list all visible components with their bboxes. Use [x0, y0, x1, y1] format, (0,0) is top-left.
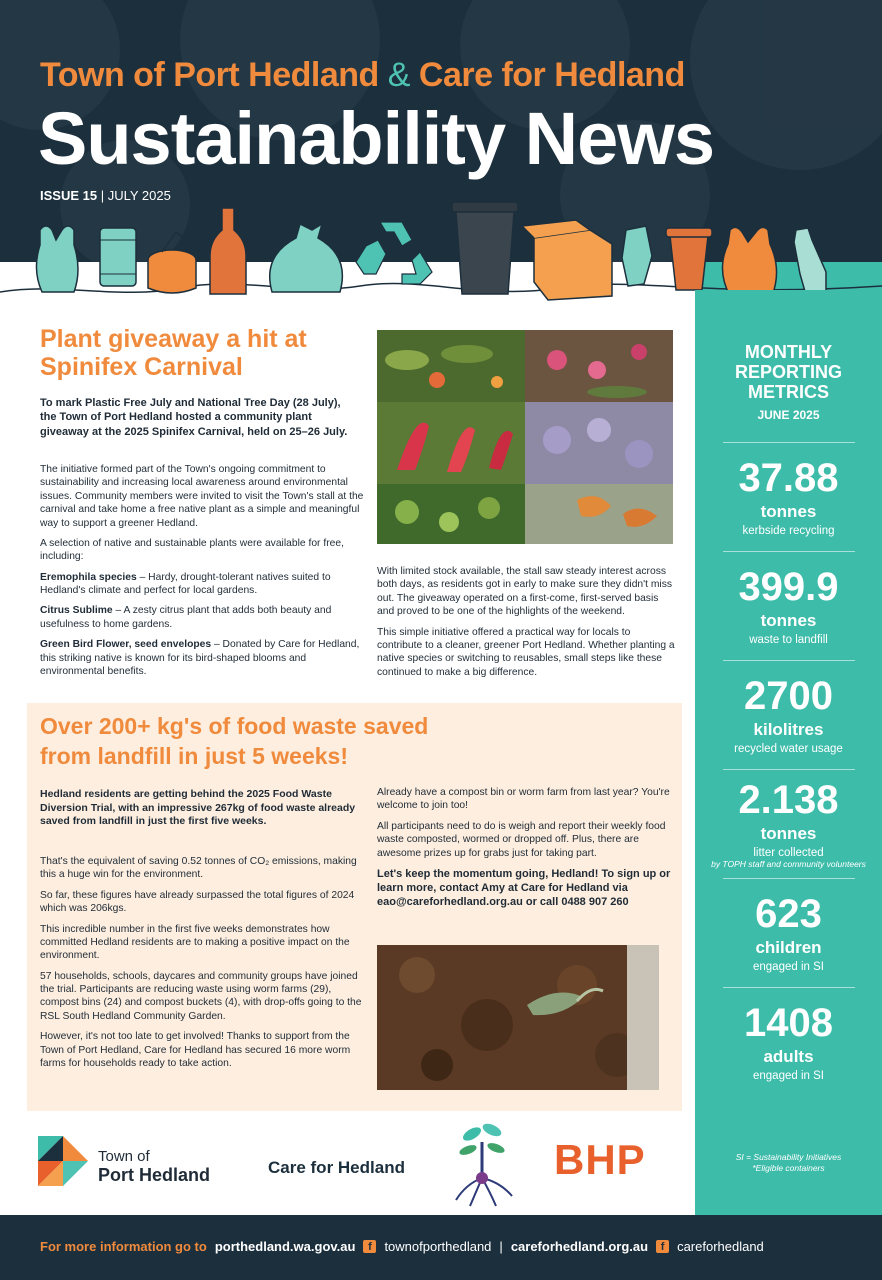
facebook-icon: f [656, 1240, 669, 1253]
care-website-link[interactable]: careforhedland.org.au [510, 1239, 649, 1254]
paragraph: 57 households, schools, daycares and community groups have joined the trial. Participants are reducing waste using worm farms (29), compost bins (24) and compost buckets (4), with drop-offs going to the RSL South Hedland Community Garden. [40, 970, 362, 1022]
tin-can-icon [100, 228, 136, 286]
ampersand: & [387, 56, 410, 94]
food-waste-body-continued [377, 786, 677, 917]
care-for-hedland-logo [268, 1122, 528, 1208]
metric-description: recycled water usage [734, 742, 843, 755]
food-waste-headline [40, 712, 640, 772]
plant-description: – Hardy, drought-tolerant natives suited to Hedland's climate and perfect for local gardens. [40, 571, 331, 596]
footer-links [40, 1239, 764, 1254]
metric-description: engaged in SI [753, 960, 824, 973]
metric-kerbside-recycling [695, 443, 882, 551]
masthead-organisations [40, 56, 685, 95]
issue-date: JULY 2025 [107, 188, 171, 203]
paragraph: With limited stock available, the stall saw steady interest across both days, as residents got in early to make sure they didn't miss out. The giveaway operated on a first-come, first-served basis and proved to be one of the highlights of the weekend. [377, 566, 672, 618]
plant-item [40, 604, 365, 631]
paragraph: So far, these figures have already surpassed the total figures of 2024 which was 206kgs. [40, 889, 355, 915]
plant-item [40, 571, 365, 598]
native-plants-photo-collage [377, 330, 673, 544]
metric-unit: children [755, 937, 822, 957]
masthead-title: Sustainability News [38, 97, 714, 180]
rubbish-bag-icon [270, 224, 343, 292]
metric-description: engaged in SI [753, 1069, 824, 1082]
metric-unit: adults [763, 1046, 814, 1066]
metric-value: 2.138 [738, 777, 839, 822]
metrics-footnote [695, 1152, 882, 1174]
plant-description: – Donated by Care for Hedland, this striking native is known for its bird-shaped blooms and environmental benefits. [40, 639, 360, 677]
tph-line1: Town of [98, 1148, 150, 1165]
eligible-containers-note: *Eligible containers [752, 1163, 825, 1174]
paragraph: A selection of native and sustainable plants were available for free, including: [40, 537, 344, 563]
plant-giveaway-body [40, 463, 365, 685]
metric-waste-to-landfill [695, 552, 882, 660]
glass-bottle-icon [210, 208, 246, 294]
shopping-bag-icon [722, 227, 776, 296]
paragraph: This incredible number in the first five weeks demonstrates how committed Hedland residents are to making a positive impact on the environment. [40, 923, 350, 962]
plastic-bag-icon [36, 226, 78, 292]
plant-item [40, 638, 365, 678]
call-to-action: Let's keep the momentum going, Hedland! To sign up or learn more, contact Amy at Care for Hedland via eao@careforhedland.org.au or call 0488 907 260 [377, 867, 671, 909]
plant-name: Citrus Sublime [40, 605, 113, 617]
tph-line2: Port Hedland [98, 1164, 211, 1185]
metric-recycled-water [695, 661, 882, 769]
cfh-wordmark: Care for Hedland [268, 1158, 405, 1177]
paragraph: This simple initiative offered a practical way for locals to contribute to a cleaner, greener Port Hedland. Whether planting a native species or switching to reusables, small steps like these continued to make a big difference. [377, 626, 675, 678]
footer [0, 1215, 882, 1280]
plant-name: Green Bird Flower, seed envelopes [40, 639, 212, 651]
paragraph: That's the equivalent of saving 0.52 tonnes of CO₂ emissions, making this a huge win for the environment. [40, 856, 357, 881]
org-care: Care for Hedland [418, 56, 685, 94]
metric-description: kerbside recycling [742, 524, 835, 537]
monthly-metrics-panel [695, 290, 882, 1215]
plant-giveaway-lead: To mark Plastic Free July and National Tree Day (28 July), the Town of Port Hedland hosted a community plant giveaway at the 2025 Spinifex Carnival, held on 25–26 July. [40, 397, 348, 438]
org-town: Town of Port Hedland [40, 56, 379, 94]
metric-description: litter collected [753, 846, 824, 859]
metric-value: 399.9 [738, 564, 839, 609]
care-facebook-link[interactable]: careforhedland [677, 1239, 764, 1254]
issue-number: ISSUE 15 [40, 188, 98, 203]
paragraph: However, it's not too late to get involved! Thanks to support from the Town of Port Hedland, Care for Hedland has secured 16 more worm farms for households ready to take action. [40, 1031, 351, 1069]
wheelie-bin-icon [452, 202, 518, 294]
metric-note: by TOPH staff and community volunteers [711, 858, 866, 869]
metric-value: 1408 [744, 1000, 833, 1045]
metrics-title: MONTHLY REPORTING METRICS [734, 342, 842, 403]
metrics-date: JUNE 2025 [757, 408, 820, 423]
issue-line: ISSUE 15 | JULY 2025 [40, 188, 171, 203]
metric-litter-collected [695, 770, 882, 878]
metric-unit: kilolitres [753, 719, 824, 739]
plant-description: – A zesty citrus plant that adds both beauty and usefulness to home gardens. [40, 605, 332, 630]
plant-giveaway-body-continued [377, 565, 677, 686]
plant-giveaway-headline: Plant giveaway a hit at Spinifex Carnival [40, 325, 307, 381]
headline-line: Over 200+ kg's of food waste saved [40, 713, 429, 739]
town-of-port-hedland-logo [38, 1136, 238, 1186]
tph-emblem-icon [38, 1136, 88, 1186]
metric-value: 623 [755, 891, 822, 936]
facebook-icon: f [363, 1240, 376, 1253]
paragraph: All participants need to do is weigh and report their weekly food waste composted, wormed or dropped off. Plus, there are awesome prizes up for grabs just for taking part. [377, 820, 666, 859]
metric-unit: tonnes [760, 610, 817, 630]
compost-photo [377, 945, 659, 1090]
town-website-link[interactable]: porthedland.wa.gov.au [214, 1239, 356, 1254]
metric-description: waste to landfill [749, 633, 828, 646]
food-waste-lead: Hedland residents are getting behind the 2025 Food Waste Diversion Trial, with an impressive 267kg of food waste already saved from landfill in just the first five weeks. [40, 788, 356, 828]
metric-adults-engaged [695, 988, 882, 1096]
footer-separator: | [499, 1239, 503, 1254]
tph-wordmark [98, 1149, 210, 1185]
metric-value: 37.88 [738, 455, 839, 500]
metric-children-engaged [695, 879, 882, 987]
plant-name: Eremophila species [40, 571, 137, 583]
metric-value: 2700 [744, 673, 833, 718]
footer-lead: For more information go to [40, 1239, 207, 1254]
metric-unit: tonnes [760, 823, 817, 843]
si-definition: SI = Sustainability Initiatives [735, 1152, 842, 1162]
town-facebook-link[interactable]: townofporthedland [384, 1239, 492, 1254]
food-waste-body [40, 855, 365, 1077]
bhp-logo: BHP [554, 1136, 646, 1183]
open-can-icon [148, 232, 196, 293]
paragraph: The initiative formed part of the Town's ongoing commitment to sustainability and increasing local awareness around environmental issues. Community members were invited to visit the Town's stall at the carnival and take home a free native plant as a simple and meaningful way to support a greener Hedland. [40, 464, 364, 529]
tree-roots-icon [446, 1122, 518, 1208]
metric-unit: tonnes [760, 501, 817, 521]
paragraph: Already have a compost bin or worm farm from last year? You're welcome to join too! [377, 787, 670, 812]
headline-line: from landfill in just 5 weeks! [40, 742, 349, 769]
